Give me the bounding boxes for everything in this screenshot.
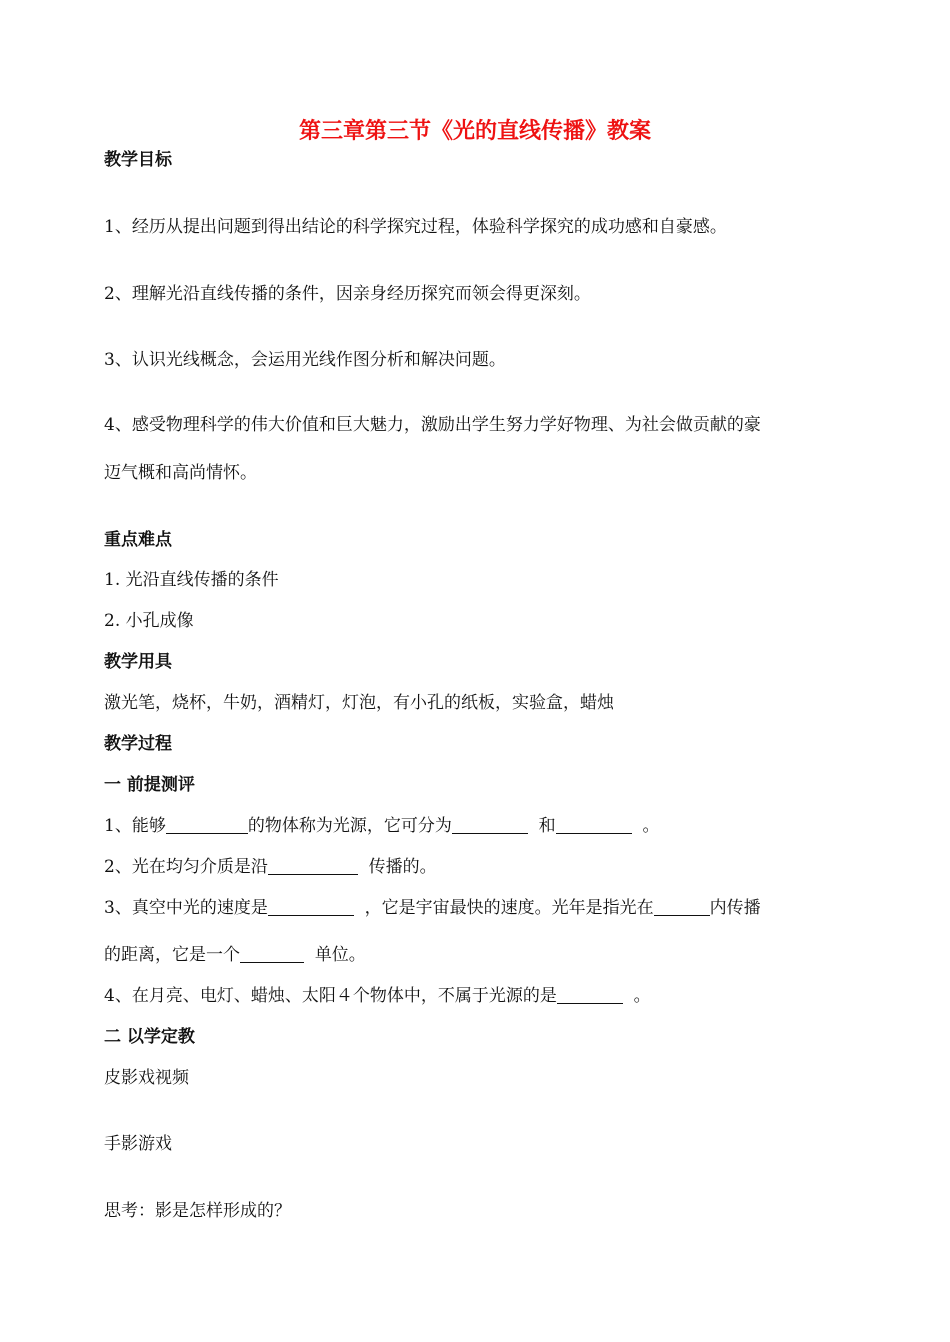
goal-item-3: 3、认识光线概念，会运用光线作图分析和解决问题。 <box>104 350 506 370</box>
q4-text-b: 。 <box>633 986 651 1006</box>
goal-item-1: 1、经历从提出问题到得出结论的科学探究过程，体验科学探究的成功感和自豪感。 <box>104 217 727 237</box>
fill-blank[interactable] <box>556 815 632 834</box>
teach-heading: 二 以学定教 <box>104 1027 195 1047</box>
process-heading: 教学过程 <box>104 734 172 754</box>
fill-blank[interactable] <box>452 815 528 834</box>
q3-text-a: 3、真空中光的速度是 <box>104 898 268 918</box>
pretest-question-4 <box>104 984 651 1008</box>
teach-line-2: 手影游戏 <box>104 1134 172 1154</box>
teach-line-3: 思考：影是怎样形成的？ <box>104 1201 291 1221</box>
q3-text-b: ，它是宇宙最快的速度。光年是指光在 <box>364 898 654 918</box>
key-points-heading: 重点难点 <box>104 530 172 550</box>
goal-item-4: 4、感受物理科学的伟大价值和巨大魅力，激励出学生努力学好物理、为社会做贡献的豪 <box>104 415 761 435</box>
fill-blank[interactable] <box>268 856 358 875</box>
pretest-question-3 <box>104 896 761 920</box>
teach-line-1: 皮影戏视频 <box>104 1068 189 1088</box>
goals-heading: 教学目标 <box>104 150 172 170</box>
fill-blank[interactable] <box>268 897 354 916</box>
q2-text-a: 2、光在均匀介质是沿 <box>104 857 268 877</box>
goal-item-2: 2、理解光沿直线传播的条件，因亲身经历探究而领会得更深刻。 <box>104 284 591 304</box>
tools-list: 激光笔，烧杯，牛奶，酒精灯，灯泡，有小孔的纸板，实验盒，蜡烛 <box>104 693 614 713</box>
fill-blank[interactable] <box>654 897 710 916</box>
goal-item-4-continued: 迈气概和高尚情怀。 <box>104 463 257 483</box>
q1-text-a: 1、能够 <box>104 816 166 836</box>
pretest-question-2 <box>104 855 437 879</box>
q4-text-a: 4、在月亮、电灯、蜡烛、太阳４个物体中，不属于光源的是 <box>104 986 557 1006</box>
fill-blank[interactable] <box>557 985 623 1004</box>
key-point-2: 2. 小孔成像 <box>104 611 194 631</box>
q1-text-b: 的物体称为光源，它可分为 <box>247 816 452 836</box>
q3-text-c: 内传播 <box>709 898 761 918</box>
q3b-text-a: 的距离，它是一个 <box>104 945 240 965</box>
pretest-heading: 一 前提测评 <box>104 775 195 795</box>
q1-text-c: 和 <box>538 816 556 836</box>
fill-blank[interactable] <box>166 815 248 834</box>
fill-blank[interactable] <box>240 944 304 963</box>
key-point-1: 1. 光沿直线传播的条件 <box>104 570 279 590</box>
tools-heading: 教学用具 <box>104 652 172 672</box>
pretest-question-1 <box>104 814 659 838</box>
q3b-text-b: 单位。 <box>314 945 366 965</box>
pretest-question-3-continued <box>104 943 366 967</box>
q2-text-b: 传播的。 <box>368 857 437 877</box>
page-title: 第三章第三节《光的直线传播》教案 <box>298 119 651 144</box>
q1-text-d: 。 <box>642 816 660 836</box>
